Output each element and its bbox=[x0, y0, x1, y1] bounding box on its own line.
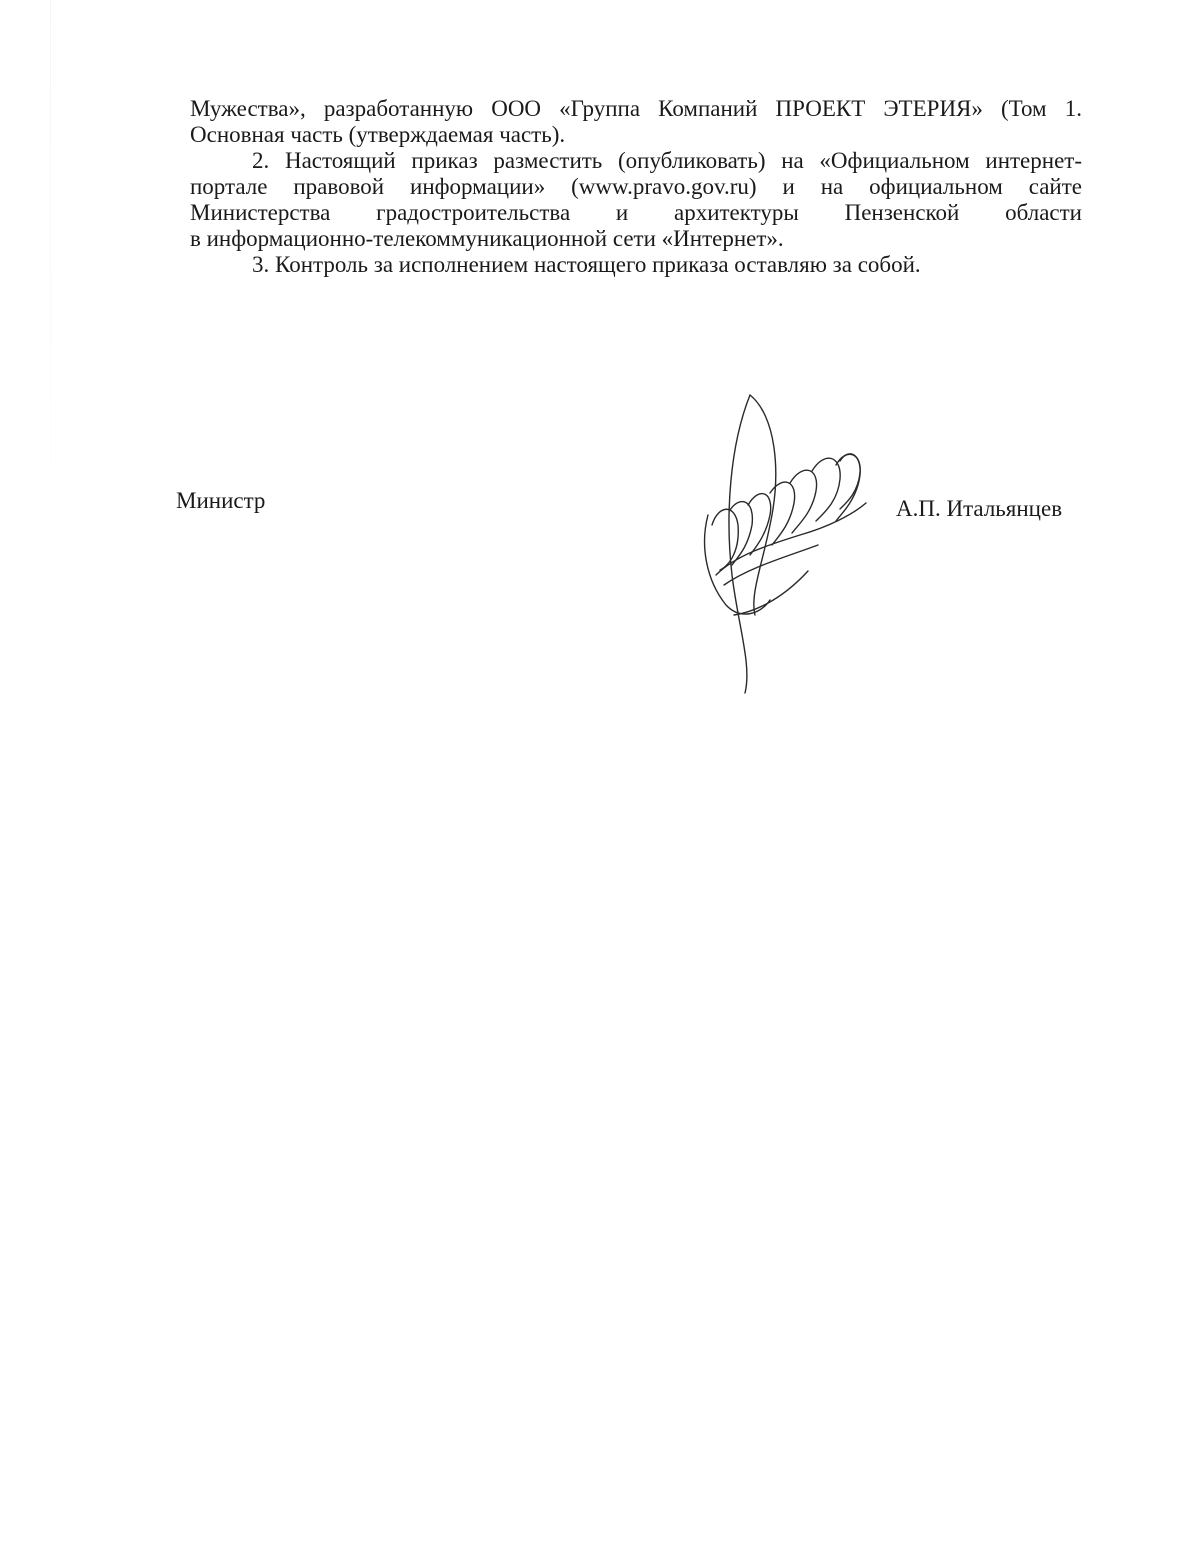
handwritten-signature bbox=[690, 375, 880, 705]
signer-name: А.П. Итальянцев bbox=[896, 496, 1063, 521]
position-title: Министр bbox=[176, 488, 266, 513]
paragraph-1-line-1: Мужества», разработанную ООО «Группа Компаний ПРОЕКТ ЭТЕРИЯ» (Том 1. bbox=[190, 96, 1082, 121]
paragraph-2-line-3: Министерства градостроительства и архитектуры Пензенской области bbox=[190, 200, 1082, 225]
paragraph-3: 3. Контроль за исполнением настоящего приказа оставляю за собой. bbox=[252, 252, 921, 277]
paragraph-2-line-1: 2. Настоящий приказ разместить (опубликовать) на «Официальном интернет- bbox=[252, 148, 1082, 173]
paragraph-2-line-2: портале правовой информации» (www.pravo.gov.ru) и на официальном сайте bbox=[190, 174, 1082, 199]
paragraph-1-line-2: Основная часть (утверждаемая часть). bbox=[190, 122, 566, 147]
paragraph-2-line-4: в информационно-телекоммуникационной сети «Интернет». bbox=[190, 226, 784, 251]
